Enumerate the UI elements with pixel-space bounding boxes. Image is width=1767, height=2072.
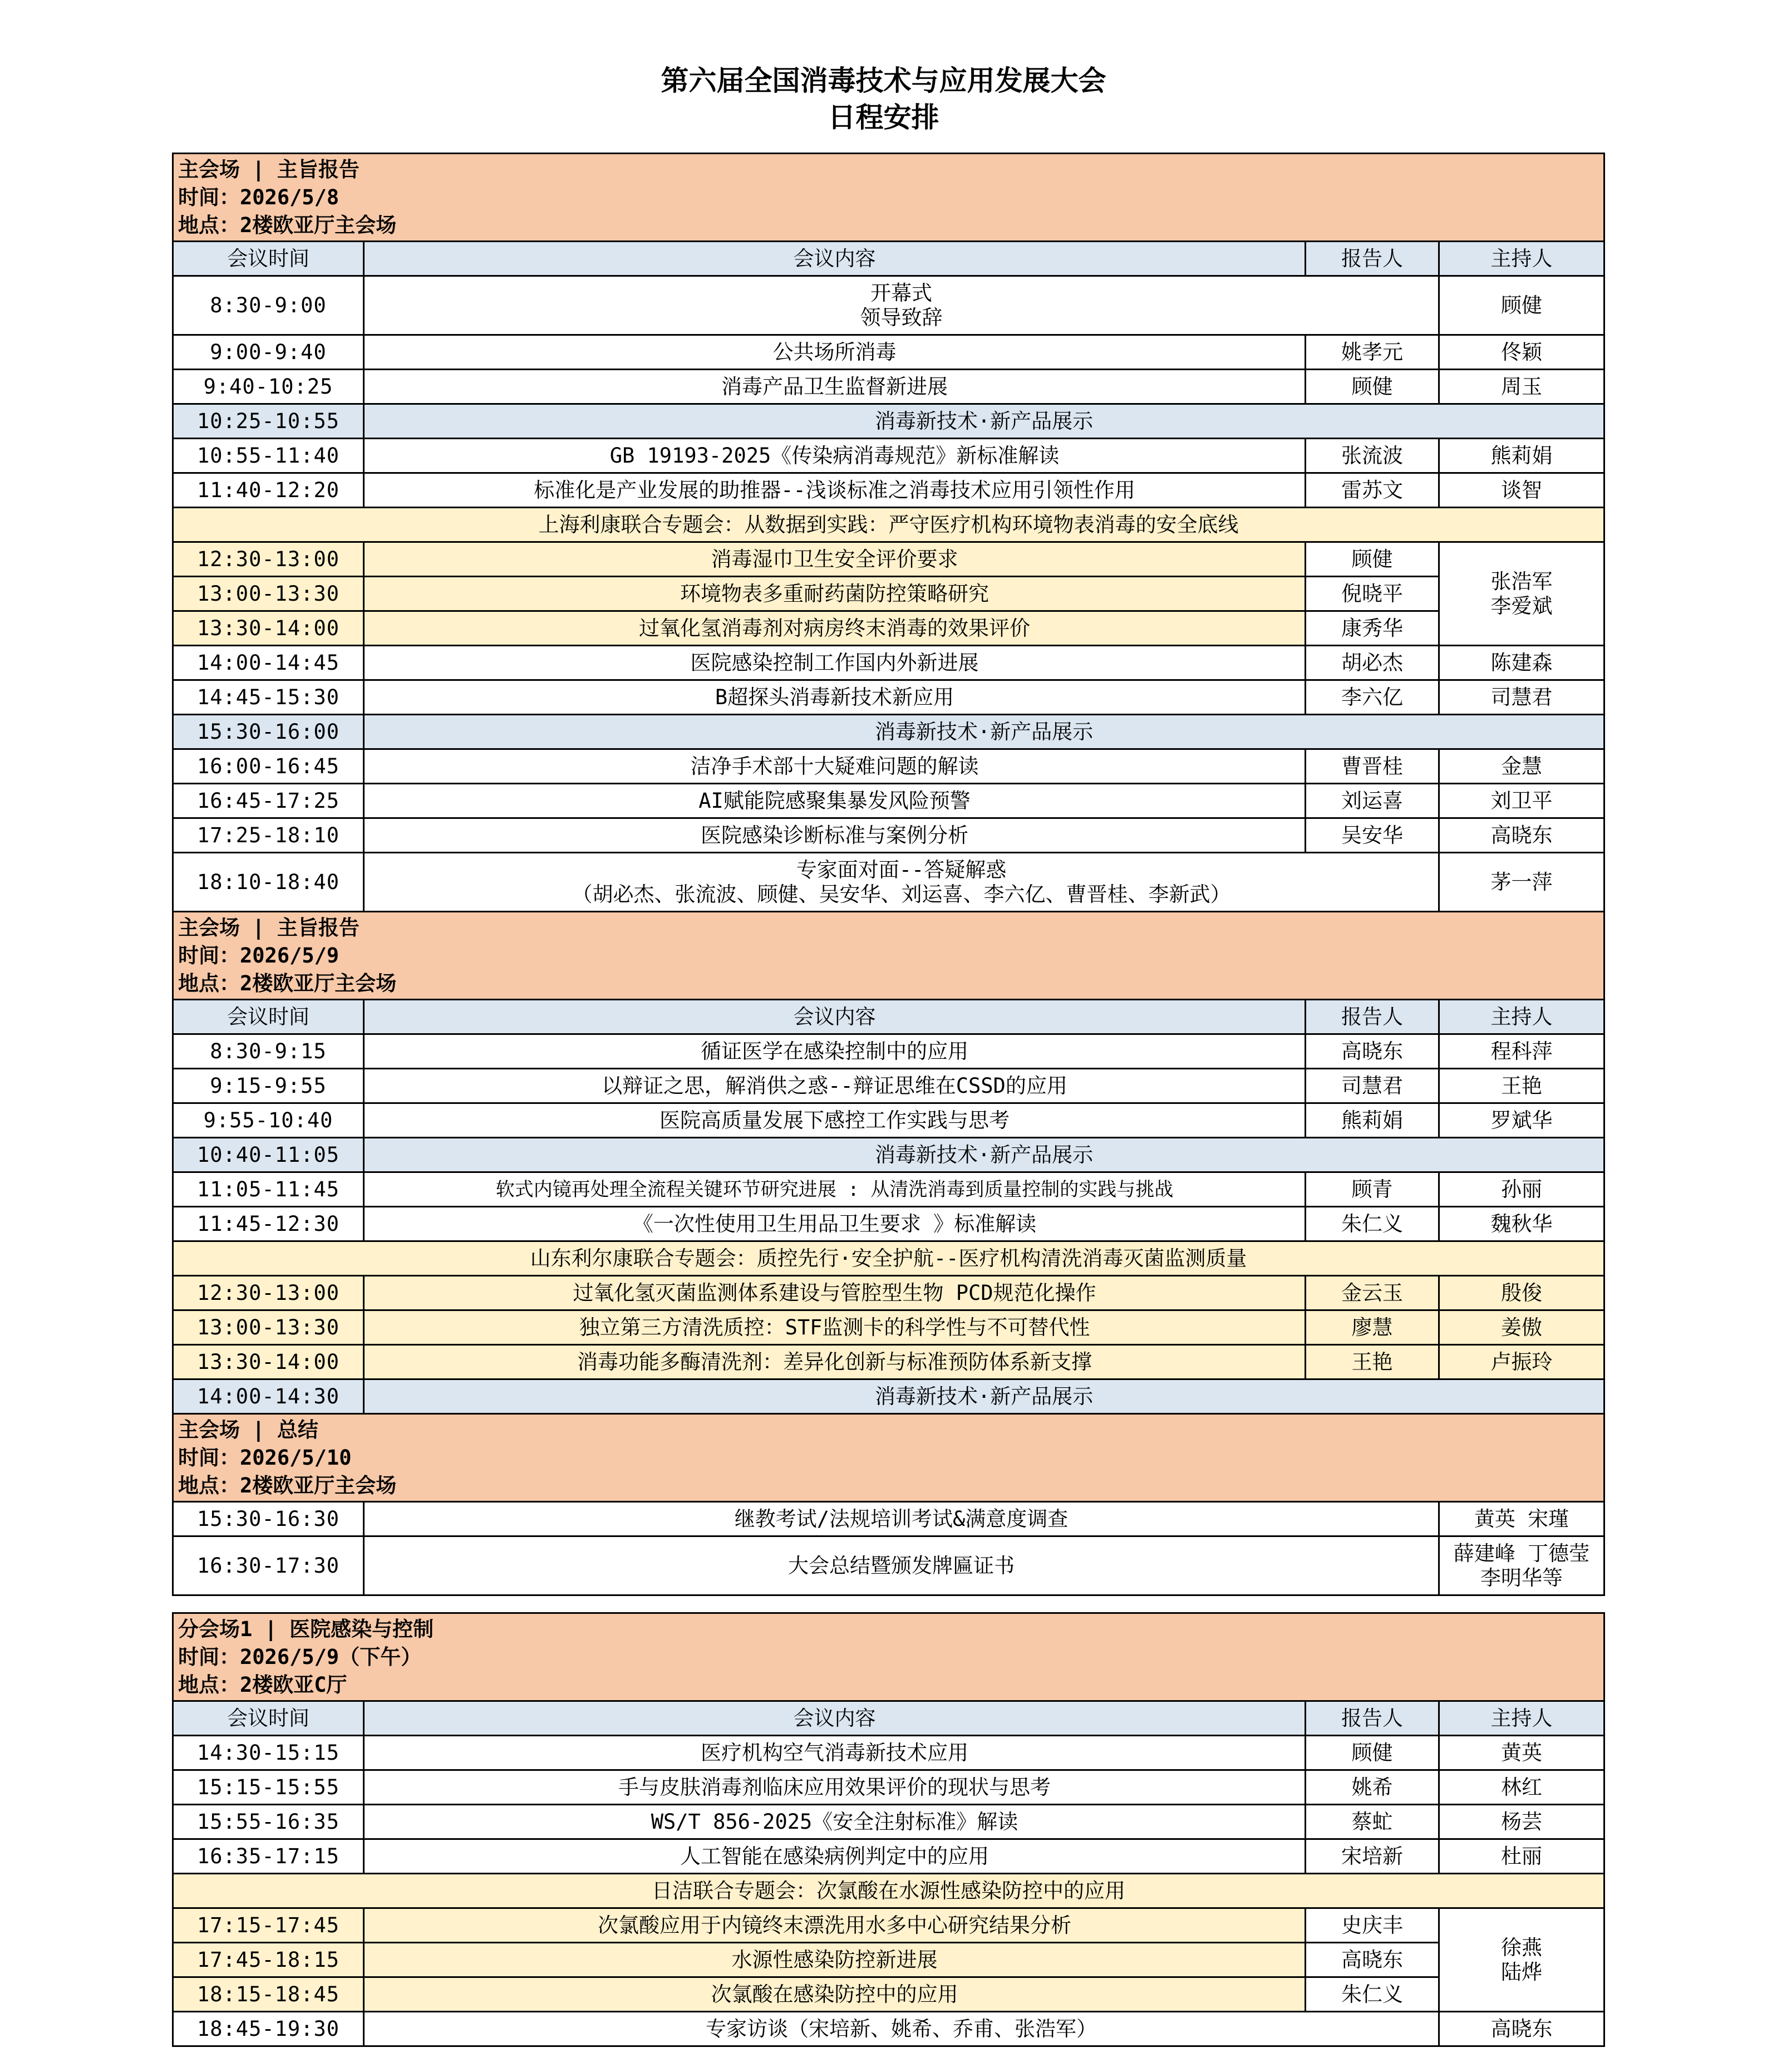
session-content: 医院感染诊断标准与案例分析	[364, 818, 1306, 853]
session-content: 以辩证之思，解消供之惑--辩证思维在CSSD的应用	[364, 1069, 1306, 1103]
session-time: 9:55-10:40	[173, 1103, 364, 1138]
session-host: 罗斌华	[1439, 1103, 1604, 1138]
table-row	[173, 1908, 1604, 1943]
session-content: 消毒新技术·新产品展示	[364, 1379, 1604, 1414]
session-host: 顾健	[1439, 276, 1604, 335]
session-speaker: 高晓东	[1306, 1034, 1439, 1069]
session-content: 过氧化氢消毒剂对病房终末消毒的效果评价	[364, 611, 1306, 646]
table-row	[173, 1172, 1604, 1207]
session-host: 周玉	[1439, 370, 1604, 404]
session-host: 金慧	[1439, 749, 1604, 784]
day1-header	[173, 154, 1604, 242]
session-content: 《一次性使用卫生用品卫生要求 》标准解读	[364, 1207, 1306, 1241]
session-content: B超探头消毒新技术新应用	[364, 680, 1306, 715]
branch-venue-schedule	[172, 1612, 1605, 2047]
session-content: 公共场所消毒	[364, 335, 1306, 370]
table-row	[173, 853, 1604, 912]
session-host-line: 李爱斌	[1490, 593, 1553, 618]
session-time: 10:55-11:40	[173, 439, 364, 473]
branch1-header	[173, 1613, 1604, 1701]
table-row	[173, 473, 1604, 508]
session-host: 高晓东	[1439, 2012, 1604, 2046]
session-time: 17:25-18:10	[173, 818, 364, 853]
branch1-venue: 分会场1 | 医院感染与控制	[178, 1617, 434, 1641]
col-host: 主持人	[1439, 1701, 1604, 1736]
table-row	[173, 646, 1604, 680]
table-row	[173, 818, 1604, 853]
session-speaker: 姚孝元	[1306, 335, 1439, 370]
session-speaker: 顾健	[1306, 1736, 1439, 1770]
table-row	[173, 1310, 1604, 1345]
session-content-line: 开幕式	[870, 281, 932, 305]
special-session-title: 日洁联合专题会：次氯酸在水源性感染防控中的应用	[173, 1874, 1604, 1908]
title-line-2: 日程安排	[828, 101, 939, 134]
special-session-title-row	[173, 1874, 1604, 1908]
session-time: 16:00-16:45	[173, 749, 364, 784]
session-host: 杜丽	[1439, 1839, 1604, 1874]
session-speaker: 廖慧	[1306, 1310, 1439, 1345]
day3-header-row	[173, 1414, 1604, 1502]
branch1-header-row	[173, 1613, 1604, 1701]
session-time: 11:45-12:30	[173, 1207, 364, 1241]
session-host: 魏秋华	[1439, 1207, 1604, 1241]
session-content: 独立第三方清洗质控：STF监测卡的科学性与不可替代性	[364, 1310, 1306, 1345]
session-time: 16:30-17:30	[173, 1536, 364, 1595]
branch1-date: 时间：2026/5/9（下午）	[178, 1644, 422, 1669]
day1-venue: 主会场 | 主旨报告	[178, 157, 360, 181]
table-row	[173, 1502, 1604, 1536]
session-host: 姜傲	[1439, 1310, 1604, 1345]
exhibition-row	[173, 1138, 1604, 1172]
session-time: 18:10-18:40	[173, 853, 364, 912]
session-content: 次氯酸应用于内镜终末漂洗用水多中心研究结果分析	[364, 1908, 1306, 1943]
session-speaker: 顾健	[1306, 370, 1439, 404]
session-time: 12:30-13:00	[173, 1276, 364, 1310]
session-content: 水源性感染防控新进展	[364, 1943, 1306, 1977]
day2-venue: 主会场 | 主旨报告	[178, 915, 360, 940]
session-host: 刘卫平	[1439, 784, 1604, 818]
day2-column-header	[173, 1000, 1604, 1034]
table-row	[173, 1977, 1604, 2012]
session-host-line: 陆烨	[1501, 1960, 1543, 1984]
session-speaker: 高晓东	[1306, 1943, 1439, 1977]
session-speaker: 胡必杰	[1306, 646, 1439, 680]
session-content: 专家访谈（宋培新、姚希、乔甫、张浩军）	[364, 2012, 1439, 2046]
session-time: 15:55-16:35	[173, 1805, 364, 1839]
session-speaker: 曹晋桂	[1306, 749, 1439, 784]
table-row	[173, 370, 1604, 404]
session-content: 消毒功能多酶清洗剂：差异化创新与标准预防体系新支撑	[364, 1345, 1306, 1379]
session-time: 11:40-12:20	[173, 473, 364, 508]
table-row	[173, 1736, 1604, 1770]
session-host: 佟颖	[1439, 335, 1604, 370]
session-host: 黄英 宋瑾	[1439, 1502, 1604, 1536]
session-content: GB 19193-2025《传染病消毒规范》新标准解读	[364, 439, 1306, 473]
session-speaker: 蔡虻	[1306, 1805, 1439, 1839]
table-row	[173, 1839, 1604, 1874]
session-content: 医疗机构空气消毒新技术应用	[364, 1736, 1306, 1770]
session-content: AI赋能院感聚集暴发风险预警	[364, 784, 1306, 818]
session-host: 杨芸	[1439, 1805, 1604, 1839]
special-session-title-row	[173, 508, 1604, 542]
session-content: 医院感染控制工作国内外新进展	[364, 646, 1306, 680]
session-content: WS/T 856-2025《安全注射标准》解读	[364, 1805, 1306, 1839]
session-speaker: 吴安华	[1306, 818, 1439, 853]
session-time: 9:00-9:40	[173, 335, 364, 370]
day3-header	[173, 1414, 1604, 1502]
session-host: 熊莉娟	[1439, 439, 1604, 473]
session-speaker: 雷苏文	[1306, 473, 1439, 508]
session-host	[1439, 542, 1604, 646]
col-content: 会议内容	[364, 1000, 1306, 1034]
day2-header	[173, 912, 1604, 1000]
session-host: 司慧君	[1439, 680, 1604, 715]
session-speaker: 张流波	[1306, 439, 1439, 473]
session-host: 谈智	[1439, 473, 1604, 508]
table-row	[173, 1103, 1604, 1138]
page-title	[0, 62, 1767, 136]
main-venue-schedule	[172, 153, 1605, 1596]
session-content: 标准化是产业发展的助推器--浅谈标准之消毒技术应用引领性作用	[364, 473, 1306, 508]
session-content-line: （胡必杰、张流波、顾健、吴安华、刘运喜、李六亿、曹晋桂、李新武）	[572, 882, 1231, 906]
col-time: 会议时间	[173, 1000, 364, 1034]
session-host-line: 薛建峰 丁德莹	[1453, 1541, 1590, 1565]
session-speaker: 刘运喜	[1306, 784, 1439, 818]
session-time: 15:15-15:55	[173, 1770, 364, 1805]
session-content: 软式内镜再处理全流程关键环节研究进展 : 从清洗消毒到质量控制的实践与挑战	[364, 1172, 1306, 1207]
session-host	[1439, 1536, 1604, 1595]
session-speaker: 熊莉娟	[1306, 1103, 1439, 1138]
table-row	[173, 439, 1604, 473]
exhibition-row	[173, 1379, 1604, 1414]
session-time: 12:30-13:00	[173, 542, 364, 577]
table-row	[173, 577, 1604, 611]
session-time: 13:00-13:30	[173, 1310, 364, 1345]
session-host: 高晓东	[1439, 818, 1604, 853]
session-content	[364, 853, 1439, 912]
session-content: 人工智能在感染病例判定中的应用	[364, 1839, 1306, 1874]
col-speaker: 报告人	[1306, 1701, 1439, 1736]
session-speaker: 史庆丰	[1306, 1908, 1439, 1943]
session-content: 手与皮肤消毒剂临床应用效果评价的现状与思考	[364, 1770, 1306, 1805]
session-content: 消毒湿巾卫生安全评价要求	[364, 542, 1306, 577]
col-content: 会议内容	[364, 1701, 1306, 1736]
day2-date: 时间：2026/5/9	[178, 943, 339, 968]
session-host: 孙丽	[1439, 1172, 1604, 1207]
session-speaker: 姚希	[1306, 1770, 1439, 1805]
col-speaker: 报告人	[1306, 242, 1439, 276]
special-session-title: 上海利康联合专题会：从数据到实践：严守医疗机构环境物表消毒的安全底线	[173, 508, 1604, 542]
session-host-line: 张浩军	[1490, 569, 1553, 593]
session-content: 环境物表多重耐药菌防控策略研究	[364, 577, 1306, 611]
day3-date: 时间：2026/5/10	[178, 1445, 352, 1470]
session-speaker: 金云玉	[1306, 1276, 1439, 1310]
table-row	[173, 680, 1604, 715]
branch1-place: 地点：2楼欧亚C厅	[178, 1672, 347, 1697]
table-row	[173, 335, 1604, 370]
special-session-title-row	[173, 1241, 1604, 1276]
session-speaker: 朱仁义	[1306, 1977, 1439, 2012]
session-time: 15:30-16:00	[173, 715, 364, 749]
session-time: 13:30-14:00	[173, 611, 364, 646]
table-row	[173, 1207, 1604, 1241]
day2-header-row	[173, 912, 1604, 1000]
session-time: 8:30-9:15	[173, 1034, 364, 1069]
session-time: 16:35-17:15	[173, 1839, 364, 1874]
session-time: 18:15-18:45	[173, 1977, 364, 2012]
day1-date: 时间：2026/5/8	[178, 185, 339, 209]
session-time: 8:30-9:00	[173, 276, 364, 335]
session-time: 14:30-15:15	[173, 1736, 364, 1770]
day3-venue: 主会场 | 总结	[178, 1417, 318, 1442]
col-host: 主持人	[1439, 242, 1604, 276]
session-time: 15:30-16:30	[173, 1502, 364, 1536]
session-content: 继教考试/法规培训考试&满意度调查	[364, 1502, 1439, 1536]
session-time: 14:00-14:45	[173, 646, 364, 680]
session-content: 大会总结暨颁发牌匾证书	[364, 1536, 1439, 1595]
col-content: 会议内容	[364, 242, 1306, 276]
session-time: 16:45-17:25	[173, 784, 364, 818]
session-host	[1439, 1908, 1604, 2012]
table-row	[173, 1536, 1604, 1595]
session-host: 陈建森	[1439, 646, 1604, 680]
table-row	[173, 1069, 1604, 1103]
day1-place: 地点：2楼欧亚厅主会场	[178, 213, 397, 237]
session-time: 11:05-11:45	[173, 1172, 364, 1207]
session-host: 茅一萍	[1439, 853, 1604, 912]
table-row	[173, 784, 1604, 818]
session-content-line: 专家面对面--答疑解惑	[796, 857, 1007, 882]
col-time: 会议时间	[173, 242, 364, 276]
special-session-title: 山东利尔康联合专题会：质控先行·安全护航--医疗机构清洗消毒灭菌监测质量	[173, 1241, 1604, 1276]
session-content: 过氧化氢灭菌监测体系建设与管腔型生物 PCD规范化操作	[364, 1276, 1306, 1310]
session-time: 17:15-17:45	[173, 1908, 364, 1943]
session-host-line: 李明华等	[1480, 1565, 1563, 1590]
table-row	[173, 749, 1604, 784]
session-host: 卢振玲	[1439, 1345, 1604, 1379]
day1-header-row	[173, 154, 1604, 242]
session-speaker: 李六亿	[1306, 680, 1439, 715]
table-row	[173, 1345, 1604, 1379]
session-speaker: 司慧君	[1306, 1069, 1439, 1103]
session-speaker: 朱仁义	[1306, 1207, 1439, 1241]
session-time: 14:00-14:30	[173, 1379, 364, 1414]
col-speaker: 报告人	[1306, 1000, 1439, 1034]
session-speaker: 康秀华	[1306, 611, 1439, 646]
session-time: 17:45-18:15	[173, 1943, 364, 1977]
session-content: 洁净手术部十大疑难问题的解读	[364, 749, 1306, 784]
branch1-column-header	[173, 1701, 1604, 1736]
session-time: 9:15-9:55	[173, 1069, 364, 1103]
session-host-line: 徐燕	[1501, 1935, 1543, 1960]
exhibition-row	[173, 404, 1604, 439]
session-content: 医院高质量发展下感控工作实践与思考	[364, 1103, 1306, 1138]
session-speaker: 王艳	[1306, 1345, 1439, 1379]
exhibition-row	[173, 715, 1604, 749]
session-time: 10:40-11:05	[173, 1138, 364, 1172]
session-content: 次氯酸在感染防控中的应用	[364, 1977, 1306, 2012]
day3-place: 地点：2楼欧亚厅主会场	[178, 1473, 397, 1497]
session-content: 消毒新技术·新产品展示	[364, 715, 1604, 749]
title-line-1: 第六届全国消毒技术与应用发展大会	[661, 65, 1106, 97]
session-time: 9:40-10:25	[173, 370, 364, 404]
session-speaker: 倪晓平	[1306, 577, 1439, 611]
session-time: 18:45-19:30	[173, 2012, 364, 2046]
table-row	[173, 611, 1604, 646]
table-row	[173, 276, 1604, 335]
session-time: 14:45-15:30	[173, 680, 364, 715]
table-row	[173, 1276, 1604, 1310]
session-content: 消毒新技术·新产品展示	[364, 1138, 1604, 1172]
session-time: 10:25-10:55	[173, 404, 364, 439]
table-row	[173, 1943, 1604, 1977]
session-speaker: 顾健	[1306, 542, 1439, 577]
session-host: 林红	[1439, 1770, 1604, 1805]
col-time: 会议时间	[173, 1701, 364, 1736]
session-host: 黄英	[1439, 1736, 1604, 1770]
session-time: 13:00-13:30	[173, 577, 364, 611]
table-row	[173, 1805, 1604, 1839]
day2-place: 地点：2楼欧亚厅主会场	[178, 971, 397, 995]
day1-column-header	[173, 242, 1604, 276]
table-row	[173, 2012, 1604, 2046]
table-row	[173, 1770, 1604, 1805]
session-host: 程科萍	[1439, 1034, 1604, 1069]
session-content	[364, 276, 1439, 335]
session-content-line: 领导致辞	[860, 305, 943, 330]
table-row	[173, 1034, 1604, 1069]
session-time: 13:30-14:00	[173, 1345, 364, 1379]
session-host: 王艳	[1439, 1069, 1604, 1103]
session-host: 殷俊	[1439, 1276, 1604, 1310]
session-content: 消毒产品卫生监督新进展	[364, 370, 1306, 404]
session-content: 消毒新技术·新产品展示	[364, 404, 1604, 439]
col-host: 主持人	[1439, 1000, 1604, 1034]
session-speaker: 顾青	[1306, 1172, 1439, 1207]
table-row	[173, 542, 1604, 577]
session-content: 循证医学在感染控制中的应用	[364, 1034, 1306, 1069]
session-speaker: 宋培新	[1306, 1839, 1439, 1874]
